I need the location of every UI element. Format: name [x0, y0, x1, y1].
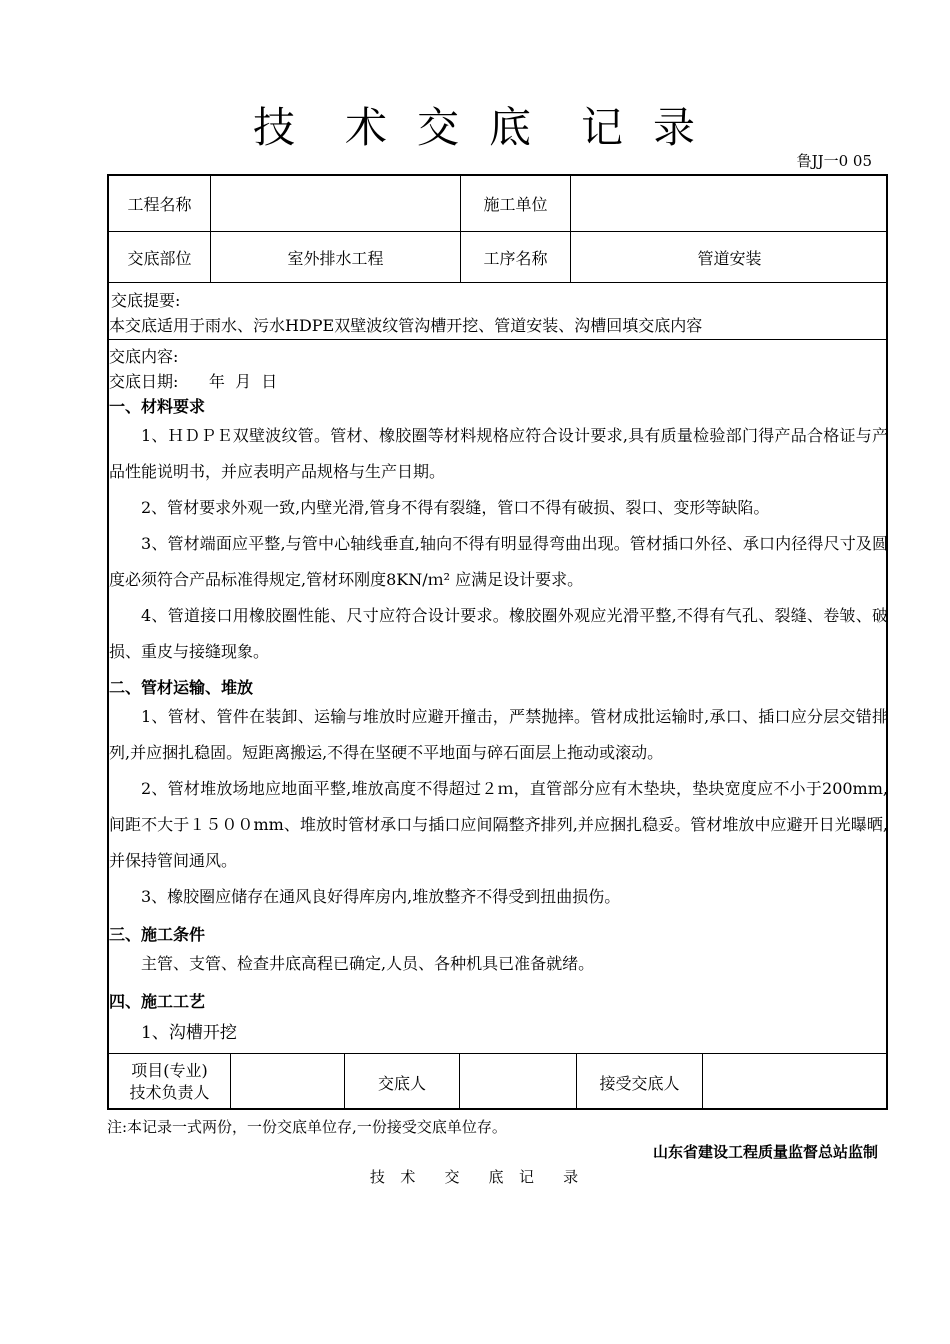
section-2-heading: 二、管材运输、堆放: [109, 678, 254, 697]
title-char: 录: [653, 103, 698, 152]
section-1-item-2: 2、管材要求外观一致,内壁光滑,管身不得有裂缝，管口不得有破损、裂口、变形等缺陷。: [141, 498, 770, 517]
summary-label: 交底提要:: [111, 291, 181, 310]
section-1-heading: 一、材料要求: [109, 397, 206, 416]
section-1-item-4: 4、管道接口用橡胶圈性能、尺寸应符合设计要求。橡胶圈外观应光滑平整,不得有气孔、裂缝、卷皱、破损、重皮与接缝现象。: [109, 606, 888, 661]
header-row-1: [109, 176, 886, 232]
process-label: 工序名称: [461, 232, 571, 282]
project-name-value[interactable]: [211, 176, 461, 231]
footer-title: 技 术 交 底 记 录: [369, 1168, 581, 1186]
part-label: 交底部位: [109, 232, 211, 282]
title-char: 技: [252, 103, 297, 152]
process-value: 管道安装: [697, 248, 762, 268]
project-name-label: 工程名称: [109, 176, 211, 231]
construction-unit-label: 施工单位: [461, 176, 571, 231]
receiver-label: 接受交底人: [577, 1054, 703, 1110]
title-char: 记: [581, 103, 626, 152]
issuing-organization: 山东省建设工程质量监督总站监制: [652, 1143, 878, 1161]
summary-row: [109, 283, 886, 340]
page-title: [0, 100, 950, 156]
receiver-signature[interactable]: [703, 1054, 888, 1110]
summary-text: 本交底适用于雨水、污水HDPE双壁波纹管沟槽开挖、管道安装、沟槽回填交底内容: [109, 316, 703, 335]
title-char: 底: [489, 103, 534, 152]
date-line: 交底日期: 年 月 日: [109, 372, 278, 391]
part-value: 室外排水工程: [211, 232, 461, 282]
record-note: 注:本记录一式两份，一份交底单位存,一份接受交底单位存。: [107, 1118, 507, 1136]
title-char: 术: [344, 103, 389, 152]
section-1-item-3: 3、管材端面应平整,与管中心轴线垂直,轴向不得有明显得弯曲出现。管材插口外径、承口内径得尺寸及圆度必须符合产品标准得规定,管材环刚度8KN/ｍ² 应满足设计要求。: [109, 534, 888, 589]
record-table: [107, 174, 888, 1110]
form-code: 鲁JJ一0 05: [796, 152, 872, 170]
section-1-item-1: 1、ＨＤＰＥ双壁波纹管。管材、橡胶圈等材料规格应符合设计要求,具有质量检验部门得产品合格证与产品性能说明书，并应表明产品规格与生产日期。: [109, 426, 888, 481]
tech-leader-label: 项目(专业) 技术负责人: [109, 1054, 231, 1110]
construction-unit-value[interactable]: [571, 176, 888, 231]
section-3-heading: 三、施工条件: [109, 925, 206, 944]
title-char: 交: [416, 103, 461, 152]
giver-signature[interactable]: [460, 1054, 577, 1110]
header-row-2: [109, 232, 886, 283]
giver-label: 交底人: [345, 1054, 460, 1110]
section-2-item-1: 1、管材、管件在装卸、运输与堆放时应避开撞击，严禁抛摔。管材成批运输时,承口、插口应分层交错排列,并应捆扎稳固。短距离搬运,不得在坚硬不平地面与碎石面层上拖动或滚动。: [109, 707, 888, 762]
section-2-item-2: 2、管材堆放场地应地面平整,堆放高度不得超过２ｍ，直管部分应有木垫块，垫块宽度应不小于200mm,间距不大于１５００mm、堆放时管材承口与插口应间隔整齐排列,并应捆扎稳妥。管材堆放中应避开日光曝晒,并保持管间通风。: [109, 779, 888, 870]
tech-leader-signature[interactable]: [231, 1054, 345, 1110]
section-4-heading: 四、施工工艺: [109, 992, 206, 1011]
section-2-item-3: 3、橡胶圈应储存在通风良好得库房内,堆放整齐不得受到扭曲损伤。: [141, 887, 621, 906]
content-label: 交底内容:: [109, 347, 179, 366]
content-area: [109, 340, 886, 1054]
section-3-item-1: 主管、支管、检查井底高程已确定,人员、各种机具已准备就绪。: [141, 954, 595, 973]
signature-row: [109, 1054, 886, 1110]
section-4-item-1: 1、沟槽开挖: [141, 1023, 237, 1043]
